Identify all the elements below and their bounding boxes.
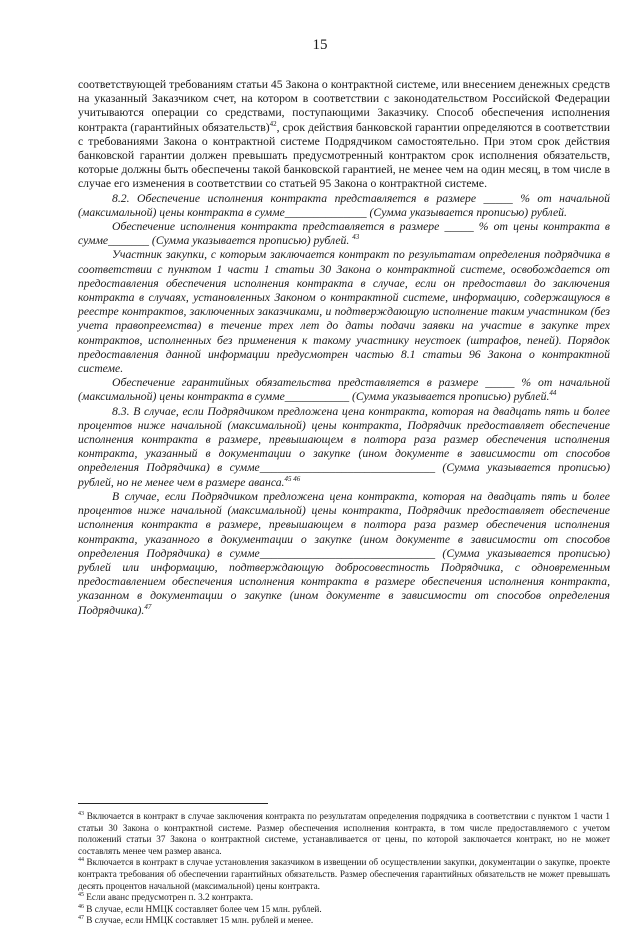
footnote-ref-45-46: 45 46 [284,474,301,483]
paragraph-continuation [78,78,610,192]
footnote-number: 47 [78,915,84,922]
paragraph-text: 8.3. В случае, если Подрядчиком предложена цена контракта, которая на двадцать пять и более процентов ниже начальной (максимальной) цены контракта, Подрядчик предоставляет обеспечение исполнения контракта в размере, превышающем в полтора раза размер обеспечения исполнения контракта, указанный в документации о закупке (ином документе в зависимости от способов определения Подрядчика) в сумме______________________________ (Сумма указывается прописью) рублей, но не менее чем в размере аванса. [78,404,610,489]
paragraph-text-cont: , срок действия банковской гарантии определяются в соответствии с требованиями Закона о контрактной системе Подрядчиком самостоятельно. При этом срок действия банковской гарантии должен превышать предусмотренный контрактом срок исполнения обязательств, которые должны быть обеспечены такой банковской гарантией, не менее чем на один месяц, в том числе в случае его изменения в соответствии со статьей 95 Закона о контрактной системе. [78,120,611,191]
footnote-text: В случае, если НМЦК составляет 15 млн. рублей и менее. [86,915,314,926]
footnote-text: Если аванс предусмотрен п. 3.2 контракта. [86,892,254,903]
footnote-46 [78,904,610,916]
footnote-number: 44 [78,857,84,864]
footnote-ref-47: 47 [144,602,152,611]
footnote-ref-42: 42 [269,119,277,128]
paragraph-8-3 [78,405,610,490]
footnote-text: Включается в контракт в случае заключения контракта по результатам определения подрядчика в соответствии с пунктом 1 части 1 статьи 30 Закона о контрактной системе. Размер обеспечения исполнения контракта, в том числе предоставляемого с учетом положений статьи 37 Закона о контрактной системе, устанавливается от цены, по которой заключается контракт, но не может составлять менее чем размер аванса. [78,811,610,856]
footnote-separator [78,803,268,804]
paragraph-text: соответствующей требованиям статьи 45 Закона о контрактной системе, или внесением денежных средств на указанный Заказчиком счет, на котором в соответствии с законодательством Российской Федерации учитываются операции со средствами, поступающими Заказчику. Способ обеспечения исполнения контракта (гарантийных обязательств) [78,78,610,134]
paragraph-text: Участник закупки, с которым заключается контракт по результатам определения подрядчика в соответствии с пунктом 1 части 1 статьи 30 Закона о контрактной системе, освобождается от предоставления обеспечения исполнения контракта в случае, если он предоставил до заключения контракта в случаях, установленных Законом о контрактной системе, информацию, содержащуюся в реестре контрактов, заключенных заказчиками, и подтверждающую исполнение таким участником (без учета правопреемства) в течение трех лет до даты подачи заявки на участие в закупке трех контрактов, исполненных без применения к такому участнику неустоек (штрафов, пеней). Порядок предоставления данной информации предусмотрен частью 8.1 статьи 96 Закона о контрактной системе. [78,248,610,376]
footnote-ref-44: 44 [549,389,557,398]
document-body [78,78,610,618]
footnote-44 [78,857,610,892]
footnote-47 [78,915,610,927]
footnote-number: 46 [78,903,84,910]
paragraph-low-price [78,490,610,618]
footnote-45 [78,892,610,904]
page-number: 15 [312,37,328,53]
footnotes [78,811,610,927]
footnote-number: 43 [78,811,84,817]
footnote-43 [78,811,610,857]
footnote-text: Включается в контракт в случае установления заказчиком в извещении об осуществлении закупки, документации о закупке, проекте контракта требования об обеспечении гарантийных обязательств. Размер обеспечения гарантийных обязательств не может превышать десять процентов начальной (максимальной) цены контракта. [78,857,610,891]
paragraph-exemption [78,248,610,376]
footnote-number: 45 [78,892,84,899]
paragraph-security-price [78,220,610,248]
paragraph-text: В случае, если Подрядчиком предложена цена контракта, которая на двадцать пять и более процентов ниже начальной (максимальной) цены контракта, Подрядчик предоставляет обеспечение исполнения контракта в размере, превышающем в полтора раза размер обеспечения исполнения контракта, указанного в документации о закупке (ином документе в зависимости от способов определения Подрядчика) в сумме______________________________ (Сумма указывается прописью) рублей или информацию, подтверждающую добросовестность Подрядчика, с одновременным предоставлением обеспечения исполнения контракта в размере обеспечения исполнения контракта, указанном в документации о закупке (ином документе в зависимости от способов определения Подрядчика). [78,489,610,617]
footnote-text: В случае, если НМЦК составляет более чем 15 млн. рублей. [86,903,322,914]
paragraph-8-2 [78,192,610,220]
paragraph-text: Обеспечение гарантийных обязательства представляется в размере _____ % от начальной (максимальной) цены контракта в сумме___________ (Сумма указывается прописью) рублей. [78,376,610,404]
footnote-ref-43: 43 [352,233,360,242]
paragraph-warranty-security [78,376,610,404]
paragraph-text: Обеспечение исполнения контракта представляется в размере _____ % от цены контракта в сумме_______ (Сумма указывается прописью) рублей. [78,220,610,248]
paragraph-text: 8.2. Обеспечение исполнения контракта представляется в размере _____ % от начальной (максимальной) цены контракта в сумме______________ (Сумма указывается прописью) рублей. [78,191,610,219]
